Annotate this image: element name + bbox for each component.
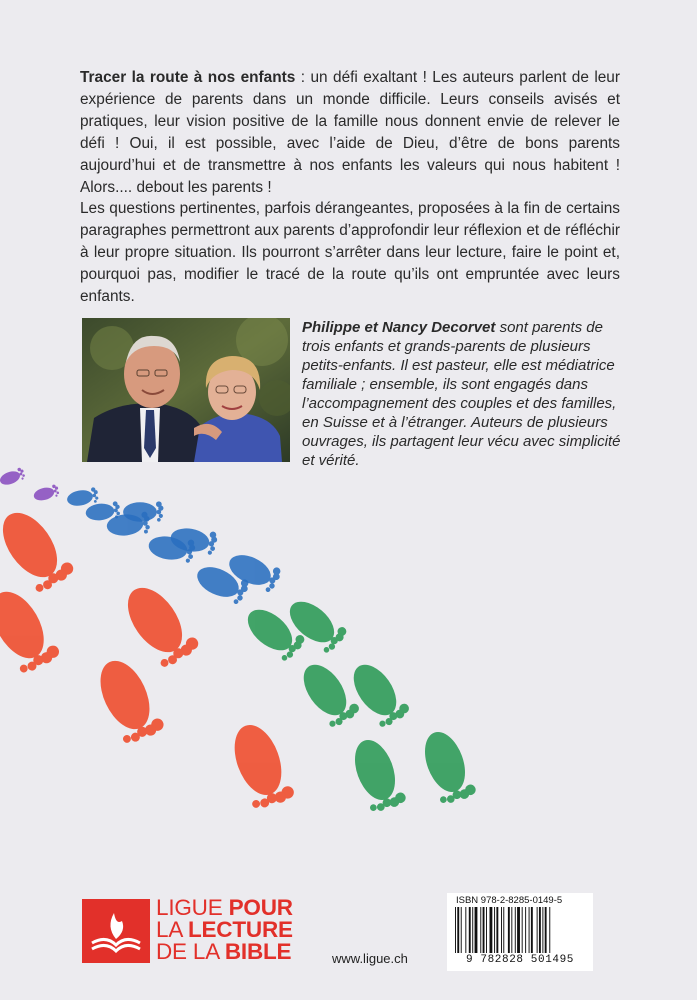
logo-word-bible: BIBLE	[224, 939, 292, 964]
barcode	[447, 893, 593, 971]
logo-word-pour: POUR	[228, 895, 293, 920]
open-book-flame-icon	[82, 899, 150, 963]
footprint	[0, 502, 76, 597]
logo-word-ligue: LIGUE	[156, 895, 223, 920]
footprints-illustration	[0, 460, 520, 820]
authors-bio	[302, 318, 624, 470]
logo-word-la: LA	[156, 917, 182, 942]
footprint	[345, 656, 412, 731]
footprint	[226, 718, 296, 813]
publisher-name	[156, 897, 326, 963]
intro-text: : un défi exaltant ! Les auteurs parlent de leur expérience de parents dans un monde difficile. Leurs conseils avisés et pratiques, leur vision positive de la famille nous donnent envie de relever le défi ! Oui, il est possible, avec l’aide de Dieu, d’être de bons parents aujourd’hui et de transmettre à nos enfants les valeurs qui nous habitent ! Alors.... debout les parents !	[80, 69, 620, 196]
publisher-website: www.ligue.ch	[332, 951, 408, 966]
barcode-digits: 9 782828 501495	[465, 954, 575, 966]
intro-lead: Tracer la route à nos enfants	[80, 69, 296, 86]
footprint	[91, 652, 167, 747]
questions-paragraph: Les questions pertinentes, parfois dérangeantes, proposées à la fin de certains paragraphes permettront aux parents d’approfondir leur réflexion et de réfléchir à leur propre situation. Ils pourront s’arrêter dans leur lecture, faire le point et, pourquoi pas, modifier le tracé de la route qu’ils ont empruntée avec leurs enfants.	[80, 200, 620, 305]
logo-word-lecture: LECTURE	[187, 917, 293, 942]
footprint	[0, 582, 62, 677]
footprint	[347, 734, 407, 815]
publisher-logo	[82, 895, 322, 967]
isbn-label: ISBN 978-2-8285-0149-5	[456, 895, 563, 906]
authors-photo	[82, 318, 290, 462]
logo-word-de-la: DE LA	[156, 939, 219, 964]
authors-bio-text: sont parents de trois enfants et grands-parents de plusieurs petits-enfants. Il est pasteur, elle est médiatrice familiale ; ensemble, ils sont engagés dans l’accompagnement des couples et des familles, en Suisse et à l’étranger. Auteurs de plusieurs ouvrages, ils partagent leur vécu avec simplicité et vérité.	[302, 319, 621, 469]
footprint	[106, 511, 151, 537]
footprint	[295, 656, 362, 731]
footprint	[66, 487, 100, 508]
footprint	[32, 484, 60, 503]
authors-names: Philippe et Nancy Decorvet	[302, 319, 496, 336]
footprint	[117, 577, 202, 672]
barcode-bars	[453, 907, 587, 953]
footprint	[417, 726, 477, 807]
footprint	[0, 467, 26, 488]
intro-paragraph	[80, 67, 620, 199]
